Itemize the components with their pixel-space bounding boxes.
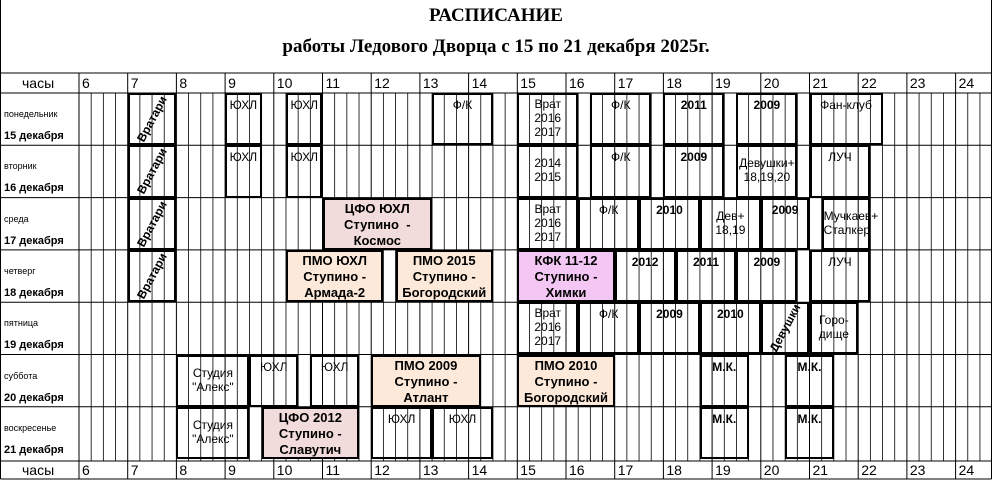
- hour-header-label: 17: [617, 75, 634, 91]
- schedule-event: [590, 93, 651, 145]
- event-label: 2012: [631, 254, 659, 269]
- event-label: 2009: [656, 307, 683, 322]
- hour-header-label: 16: [569, 75, 585, 91]
- schedule-event: [676, 250, 737, 302]
- event-label: ЮХЛ: [260, 359, 288, 374]
- hour-header-label: 22: [861, 75, 877, 91]
- hour-footer-label: 15: [520, 462, 536, 478]
- schedule-event: [249, 355, 298, 407]
- page-subtitle: работы Ледового Дворца с 15 по 21 декабря 2025г.: [282, 36, 710, 57]
- day-date: 19 декабря: [4, 339, 64, 352]
- event-label: 2009: [753, 98, 781, 112]
- hour-header-label: 9: [228, 75, 236, 91]
- schedule-event: [700, 198, 761, 250]
- schedule-event: [785, 407, 834, 459]
- event-label: Вратари: [134, 250, 170, 302]
- event-label: ЦФО ЮХЛ Ступино - Космос: [344, 200, 411, 248]
- event-label: М.К.: [712, 411, 737, 426]
- schedule-event: [517, 198, 578, 250]
- day-name: вторник: [4, 161, 37, 172]
- page-title: РАСПИСАНИЕ: [429, 5, 563, 26]
- day-name: суббота: [4, 370, 38, 381]
- schedule-event: [371, 407, 432, 459]
- event-label: ЦФО 2012 Ступино - Славутич: [278, 409, 342, 457]
- event-label: Вратари: [134, 93, 170, 145]
- event-label: ПМО ЮХЛ Ступино - Армада-2: [302, 252, 367, 300]
- event-label: Горо- дище: [818, 313, 849, 342]
- event-label: ЛУЧ: [828, 150, 852, 165]
- hour-footer-label: 17: [617, 462, 634, 478]
- schedule-event: [761, 302, 810, 354]
- hour-header-label: 6: [82, 75, 90, 91]
- hours-header-label: часы: [22, 75, 55, 91]
- event-label: ЮХЛ: [229, 98, 258, 112]
- schedule-event: [761, 198, 810, 250]
- day-name: понедельник: [4, 109, 58, 119]
- event-label: Студия "Алекс": [192, 365, 234, 394]
- schedule-event: [517, 250, 614, 302]
- schedule-event: [810, 93, 883, 145]
- schedule-event: [578, 302, 639, 354]
- hour-header-label: 24: [958, 75, 975, 91]
- schedule-event: [663, 145, 724, 197]
- event-label: Вратари: [134, 146, 170, 197]
- event-label: Ф/К: [598, 202, 619, 217]
- schedule-event: [736, 93, 797, 145]
- schedule-event: [663, 93, 724, 145]
- event-label: ЮХЛ: [448, 411, 477, 426]
- schedule-event: [517, 93, 578, 145]
- event-label: Девушки: [766, 301, 804, 355]
- hour-footer-label: 9: [228, 462, 236, 478]
- event-label: 2010: [717, 307, 744, 322]
- event-label: 2014 2015: [534, 156, 562, 185]
- hour-header-label: 11: [325, 75, 341, 91]
- schedule-event: [262, 407, 359, 459]
- schedule-event: [225, 93, 262, 145]
- day-date: 16 декабря: [4, 182, 64, 195]
- day-name: воскресенье: [4, 422, 57, 433]
- hour-footer-label: 7: [130, 462, 139, 478]
- schedule-event: [822, 198, 879, 250]
- event-label: Ф/К: [598, 307, 619, 322]
- schedule-event: [371, 355, 481, 407]
- schedule-event: [785, 355, 834, 407]
- schedule-event: [396, 250, 493, 302]
- hour-footer-label: 23: [909, 462, 926, 478]
- hour-footer-label: 18: [666, 462, 682, 478]
- schedule-event: [590, 145, 651, 197]
- event-label: ПМО 2015 Ступино - Богородский: [402, 252, 487, 300]
- event-label: Ф/К: [452, 98, 473, 112]
- schedule-event: [810, 302, 859, 354]
- event-label: Врат 2016 2017: [534, 97, 562, 140]
- schedule-event: [810, 145, 871, 197]
- schedule-event: [578, 198, 639, 250]
- hour-header-label: 10: [276, 75, 293, 91]
- schedule-event: [736, 250, 797, 302]
- schedule-event: [639, 198, 700, 250]
- event-label: М.К.: [797, 359, 822, 374]
- schedule-event: [128, 250, 177, 302]
- event-label: ЮХЛ: [387, 411, 416, 426]
- event-label: 2009: [680, 150, 708, 165]
- event-label: Фан-клуб: [820, 98, 872, 112]
- schedule-event: [128, 198, 177, 250]
- schedule-event: [432, 93, 493, 145]
- schedule-event: [700, 407, 749, 459]
- schedule-event: [225, 145, 262, 197]
- event-label: Девушки+ 18,19,20: [739, 156, 795, 185]
- schedule-event: [323, 198, 433, 250]
- schedule-event: [700, 355, 749, 407]
- schedule-event: [432, 407, 493, 459]
- event-label: Мучкаев+ Сталкер: [823, 208, 879, 237]
- hour-footer-label: 11: [325, 462, 341, 478]
- event-label: Ф/К: [611, 98, 631, 112]
- schedule-event: [286, 145, 323, 197]
- hour-header-label: 20: [763, 75, 780, 91]
- hour-header-label: 13: [422, 75, 439, 91]
- hour-footer-label: 16: [569, 462, 585, 478]
- event-label: Студия "Алекс": [192, 417, 234, 446]
- day-date: 21 декабря: [4, 443, 64, 456]
- schedule-event: [310, 355, 359, 407]
- day-name: среда: [4, 213, 29, 224]
- schedule-event: [517, 302, 578, 354]
- event-label: ЮХЛ: [229, 150, 258, 165]
- hour-header-label: 23: [909, 75, 926, 91]
- day-date: 15 декабря: [4, 130, 64, 142]
- event-label: КФК 11-12 Ступино - Химки: [534, 252, 598, 300]
- event-label: ПМО 2010 Ступино - Богородский: [524, 357, 608, 405]
- hour-header-label: 12: [374, 75, 390, 91]
- hours-footer-label: часы: [22, 462, 55, 478]
- event-label: ЛУЧ: [828, 254, 852, 269]
- event-label: ЮХЛ: [290, 98, 318, 112]
- schedule-event: [736, 145, 797, 197]
- schedule-event: [286, 250, 383, 302]
- hour-header-label: 14: [471, 75, 488, 91]
- schedule-event: [128, 145, 177, 197]
- event-label: ЮХЛ: [320, 359, 349, 374]
- hour-footer-label: 12: [374, 462, 390, 478]
- hour-footer-label: 8: [179, 462, 188, 478]
- hour-header-label: 19: [715, 75, 731, 91]
- hour-header-label: 21: [812, 75, 829, 91]
- schedule-event: [810, 250, 871, 302]
- hour-footer-label: 21: [812, 462, 829, 478]
- schedule-event: [128, 93, 177, 145]
- event-label: 2009: [753, 254, 781, 269]
- schedule-event: [615, 250, 676, 302]
- event-label: 2011: [692, 254, 720, 269]
- event-label: Вратари: [134, 198, 170, 250]
- event-label: 2009: [771, 202, 799, 217]
- hour-footer-label: 22: [861, 462, 877, 478]
- event-label: ПМО 2009 Ступино - Атлант: [394, 357, 458, 405]
- schedule-event: [176, 355, 249, 407]
- hour-footer-label: 14: [471, 462, 488, 478]
- event-label: Врат 2016 2017: [534, 306, 562, 349]
- event-label: 2010: [656, 202, 683, 217]
- schedule-event: [639, 302, 700, 354]
- hour-footer-label: 24: [958, 462, 975, 478]
- hour-footer-label: 13: [422, 462, 439, 478]
- schedule-event: [700, 302, 761, 354]
- hour-footer-label: 6: [82, 462, 90, 478]
- event-label: Дев+ 18,19: [715, 208, 746, 237]
- day-date: 20 декабря: [4, 391, 64, 404]
- schedule-event: [176, 407, 249, 459]
- day-name: пятница: [4, 318, 39, 329]
- event-label: М.К.: [797, 411, 822, 426]
- schedule-event: [517, 145, 578, 197]
- day-date: 18 декабря: [4, 286, 64, 299]
- schedule-event: [286, 93, 323, 145]
- hour-footer-label: 20: [763, 462, 780, 478]
- hour-header-label: 8: [179, 75, 188, 91]
- hour-header-label: 15: [520, 75, 536, 91]
- schedule-event: [517, 355, 614, 407]
- hour-footer-label: 19: [715, 462, 731, 478]
- event-label: М.К.: [712, 359, 737, 374]
- hour-footer-label: 10: [276, 462, 293, 478]
- hour-header-label: 7: [130, 75, 139, 91]
- event-label: Ф/К: [611, 150, 631, 165]
- hour-header-label: 18: [666, 75, 682, 91]
- day-date: 17 декабря: [4, 234, 64, 247]
- day-name: четверг: [4, 265, 36, 276]
- event-label: ЮХЛ: [290, 150, 318, 165]
- event-label: 2011: [680, 98, 707, 112]
- event-label: Врат 2016 2017: [534, 201, 562, 244]
